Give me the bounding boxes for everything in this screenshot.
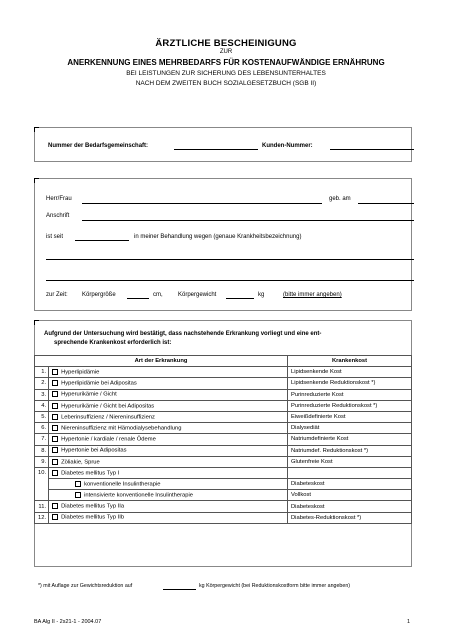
current-label: zur Zeit: xyxy=(46,292,68,298)
table-row xyxy=(35,400,412,411)
disease-label: Hyperlipidämie bei Adipositas xyxy=(61,380,137,387)
disease-checkbox[interactable] xyxy=(52,447,58,453)
diet-label: Purinreduzierte Kost xyxy=(288,389,412,400)
disease-label: Hyperurikämie / Gicht xyxy=(61,391,117,398)
footnote-text-b: kg Körpergewicht (bei Reduktionskostform bitte immer angeben) xyxy=(199,583,351,589)
disease-label: Leberinsuffizienz / Niereninsuffizienz xyxy=(61,414,155,421)
row-number: 12. xyxy=(35,512,49,523)
disease-checkbox[interactable] xyxy=(52,503,58,509)
document-subtitle: ANERKENNUNG EINES MEHRBEDARFS FÜR KOSTENAUFWÄNDIGE ERNÄHRUNG xyxy=(67,58,385,67)
table-row xyxy=(35,479,412,490)
diet-label: Diabetes-Reduktionskost *) xyxy=(288,512,412,523)
table-row xyxy=(35,378,412,389)
weight-unit: kg xyxy=(258,292,265,298)
table-row xyxy=(35,434,412,445)
diagnosis-line-2[interactable] xyxy=(46,280,414,281)
address-field[interactable] xyxy=(82,220,414,221)
disease-checkbox[interactable] xyxy=(52,391,58,397)
weight-label: Körpergewicht xyxy=(178,292,217,298)
page-number: 1 xyxy=(407,619,411,625)
form-id: BA Alg II - 2s21-1 - 2004.07 xyxy=(34,619,102,625)
disease-column-header: Art der Erkrankung xyxy=(35,356,288,367)
row-number: 11. xyxy=(35,501,49,512)
diet-label: Lipidsenkende Reduktionskost *) xyxy=(288,378,412,389)
diet-table xyxy=(34,355,412,524)
name-field[interactable] xyxy=(82,203,322,204)
disease-checkbox[interactable] xyxy=(52,403,58,409)
footnote-text-a: *) mit Auflage zur Gewichtsreduktion auf xyxy=(38,583,133,589)
row-number: 5. xyxy=(35,411,49,422)
diet-label: Eiweißdefinierte Kost xyxy=(288,411,412,422)
table-row xyxy=(35,423,412,434)
table-row xyxy=(35,501,412,512)
since-field[interactable] xyxy=(75,240,129,241)
diet-label: Glutenfreie Kost xyxy=(288,456,412,467)
height-label: Körpergröße xyxy=(82,292,116,298)
target-weight-field[interactable] xyxy=(163,589,196,590)
disease-label: Diabetes mellitus Typ IIb xyxy=(61,514,125,521)
disease-label: Diabetes mellitus Typ IIa xyxy=(61,503,125,510)
row-number xyxy=(35,479,49,490)
table-header-row xyxy=(35,356,412,367)
birthdate-label: geb. am xyxy=(329,196,351,202)
disease-checkbox[interactable] xyxy=(52,414,58,420)
height-field[interactable] xyxy=(127,298,149,299)
weight-field[interactable] xyxy=(226,298,254,299)
findings-intro-line-1: Aufgrund der Untersuchung wird bestätigt, dass nachstehende Erkrankung vorliegt und eine ent- xyxy=(44,331,322,337)
diet-label: Diabeteskost xyxy=(288,501,412,512)
diet-label: Vollkost xyxy=(288,490,412,501)
disease-checkbox[interactable] xyxy=(52,369,58,375)
customer-number-label: Kunden-Nummer: xyxy=(262,143,313,149)
disease-checkbox[interactable] xyxy=(52,514,58,520)
disease-label: Diabetes mellitus Typ I xyxy=(61,470,120,477)
subtitle-line-3: BEI LEISTUNGEN ZUR SICHERUNG DES LEBENSUNTERHALTES xyxy=(126,70,326,77)
diet-label: Diabeteskost xyxy=(288,479,412,490)
bg-number-field[interactable] xyxy=(174,149,258,150)
sub-checkbox[interactable] xyxy=(75,492,81,498)
name-label: Herr/Frau xyxy=(46,196,72,202)
row-number: 6. xyxy=(35,423,49,434)
row-number: 9. xyxy=(35,456,49,467)
disease-label: Hyperurikämie / Gicht bei Adipositas xyxy=(61,403,155,410)
table-row xyxy=(35,456,412,467)
sub-label: konventionelle Insulintherapie xyxy=(84,481,161,488)
disease-checkbox[interactable] xyxy=(52,425,58,431)
table-row xyxy=(35,467,412,478)
table-row xyxy=(35,411,412,422)
customer-number-field[interactable] xyxy=(330,149,414,150)
title-connector: ZUR xyxy=(219,49,233,55)
disease-label: Hyperlipidämie xyxy=(61,369,100,376)
row-number: 1. xyxy=(35,367,49,378)
row-number: 3. xyxy=(35,389,49,400)
row-number: 8. xyxy=(35,445,49,456)
disease-checkbox[interactable] xyxy=(52,380,58,386)
subtitle-line-4: NACH DEM ZWEITEN BUCH SOZIALGESETZBUCH (SGB II) xyxy=(135,80,317,87)
disease-label: Zöliakie, Sprue xyxy=(61,459,100,466)
disease-checkbox[interactable] xyxy=(52,436,58,442)
birthdate-field[interactable] xyxy=(358,203,414,204)
diet-label: Purinreduzierte Reduktionskost *) xyxy=(288,400,412,411)
sub-label: intensivierte konventionelle Insulintherapie xyxy=(84,492,193,499)
address-label: Anschrift xyxy=(46,213,70,219)
diet-label: Lipidsenkende Kost xyxy=(288,367,412,378)
row-number xyxy=(35,490,49,501)
disease-label: Hypertonie / kardiale / renale Ödeme xyxy=(61,436,156,443)
row-number: 7. xyxy=(35,434,49,445)
table-row xyxy=(35,367,412,378)
row-number: 10. xyxy=(35,467,49,478)
table-row xyxy=(35,389,412,400)
treatment-label: in meiner Behandlung wegen (genaue Krankheitsbezeichnung) xyxy=(134,234,302,240)
diet-label: Natriumdefinierte Kost xyxy=(288,434,412,445)
diagnosis-line-1[interactable] xyxy=(46,259,414,260)
disease-checkbox[interactable] xyxy=(52,470,58,476)
document-title: ÄRZTLICHE BESCHEINIGUNG xyxy=(155,38,297,49)
diet-label: Dialysediät xyxy=(288,423,412,434)
table-row xyxy=(35,490,412,501)
row-number: 2. xyxy=(35,378,49,389)
disease-checkbox[interactable] xyxy=(52,459,58,465)
disease-label: Hypertonie bei Adipositas xyxy=(61,447,127,454)
bg-number-label: Nummer der Bedarfsgemeinschaft: xyxy=(48,143,149,149)
disease-label: Niereninsuffizienz mit Hämodialysebehandlung xyxy=(61,425,182,432)
row-number: 4. xyxy=(35,400,49,411)
diet-column-header: Krankenkost xyxy=(288,356,412,367)
table-row xyxy=(35,445,412,456)
weight-note: (bitte immer angeben) xyxy=(283,292,342,298)
table-row xyxy=(35,512,412,523)
sub-checkbox[interactable] xyxy=(75,481,81,487)
since-label: ist seit xyxy=(46,234,64,240)
findings-intro-line-2: sprechende Krankenkost erforderlich ist: xyxy=(54,340,172,346)
diet-label: Natriumdef. Reduktionskost *) xyxy=(288,445,412,456)
height-unit: cm, xyxy=(153,292,163,298)
diet-label xyxy=(288,467,412,478)
